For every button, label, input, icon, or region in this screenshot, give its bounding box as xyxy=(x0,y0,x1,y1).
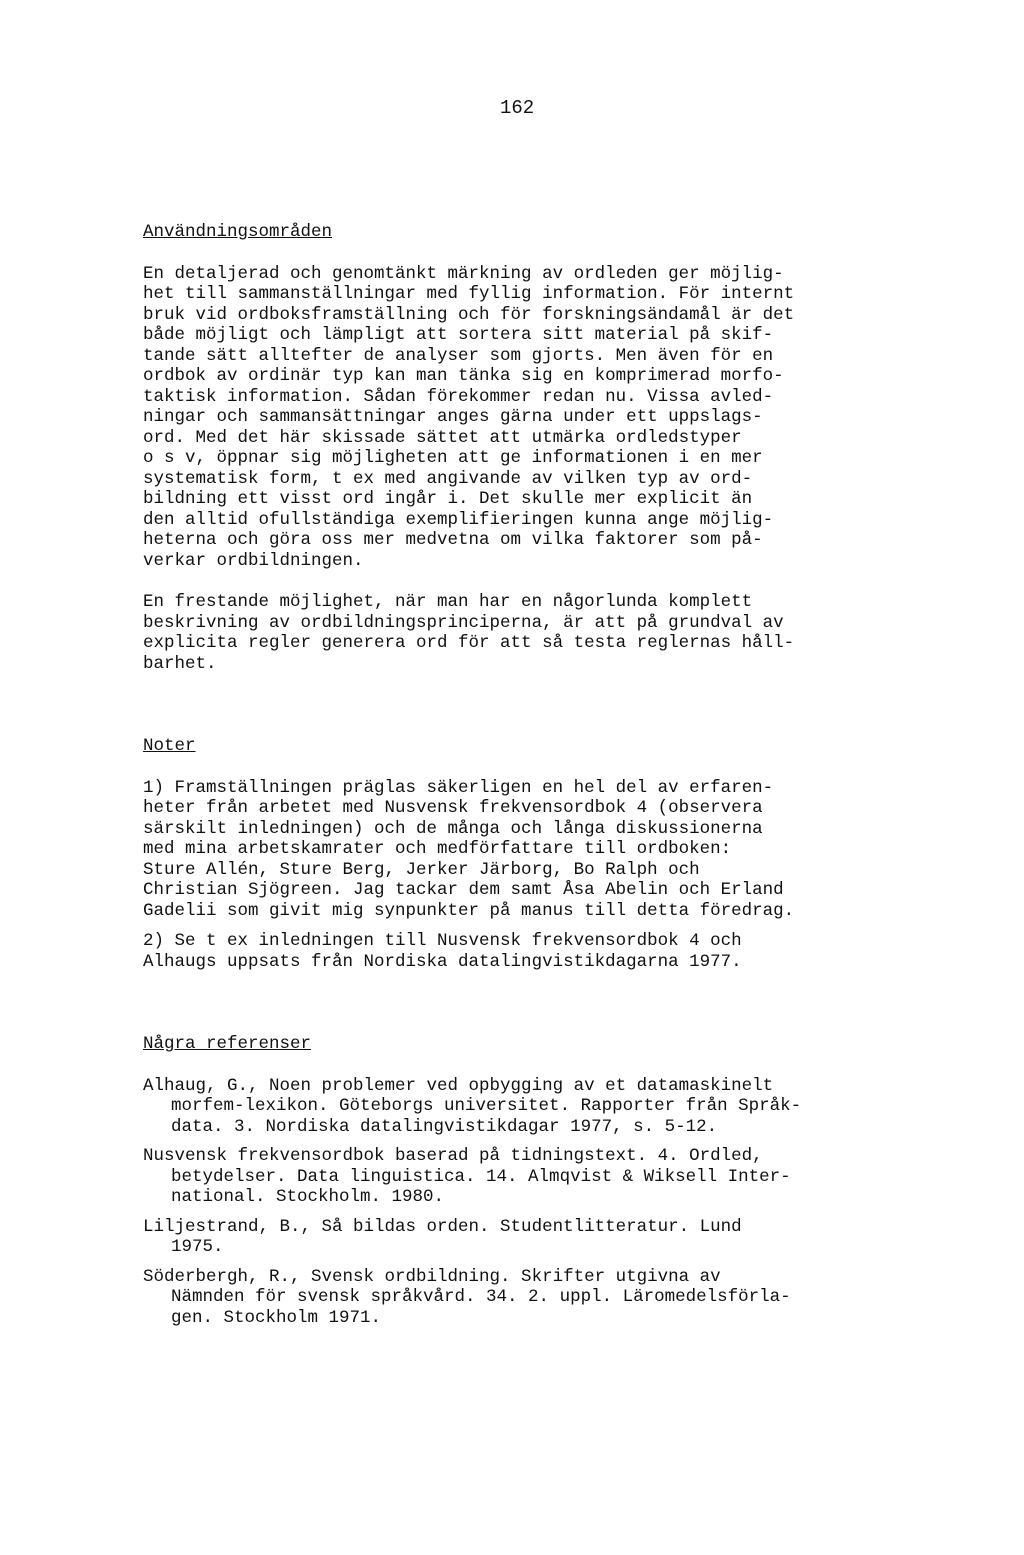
text-line: bruk vid ordboksframställning och för forskningsändamål är det xyxy=(143,304,795,325)
text-line: Söderbergh, R., Svensk ordbildning. Skrifter utgivna av xyxy=(143,1266,721,1287)
text-line: Gadelii som givit mig synpunkter på manus till detta föredrag. xyxy=(143,900,795,921)
text-line: data. 3. Nordiska datalingvistikdagar 1977, s. 5-12. xyxy=(171,1116,718,1137)
text-line: 1) Framställningen präglas säkerligen en hel del av erfaren- xyxy=(143,777,774,798)
text-line: Nämnden för svensk språkvård. 34. 2. uppl. Läromedelsförla- xyxy=(171,1287,791,1307)
page-number: 162 xyxy=(500,97,535,119)
text-line: både möjligt och lämpligt att sortera sitt material på skif- xyxy=(143,325,774,345)
text-line: morfem-lexikon. Göteborgs universitet. Rapporter från Språk- xyxy=(171,1096,802,1116)
reference-item xyxy=(143,1217,903,1258)
text-line: beskrivning av ordbildningsprinciperna, är att på grundval av xyxy=(143,612,784,633)
text-line: het till sammanställningar med fyllig information. För internt xyxy=(143,284,795,304)
body-paragraph-2 xyxy=(143,592,903,674)
text-line: särskilt inledningen) och de många och långa diskussionerna xyxy=(143,818,763,839)
body-paragraph-1 xyxy=(143,264,903,572)
text-line: ordbok av ordinär typ kan man tänka sig en komprimerad morfo- xyxy=(143,366,784,386)
text-line: tande sätt alltefter de analyser som gjorts. Men även för en xyxy=(143,345,774,366)
text-line: verkar ordbildningen. xyxy=(143,550,364,571)
note-1 xyxy=(143,778,903,922)
text-line: barhet. xyxy=(143,653,217,674)
reference-item xyxy=(143,1146,903,1208)
text-line: gen. Stockholm 1971. xyxy=(171,1307,382,1328)
text-line: ningar och sammansättningar anges gärna under ett uppslags- xyxy=(143,407,763,427)
text-line: explicita regler generera ord för att så testa reglernas håll- xyxy=(143,633,795,653)
text-line: med mina arbetskamrater och medförfattare till ordboken: xyxy=(143,839,732,859)
note-2 xyxy=(143,931,903,972)
text-line: 2) Se t ex inledningen till Nusvensk frekvensordbok 4 och xyxy=(143,931,742,951)
text-line: o s v, öppnar sig möjligheten att ge informationen i en mer xyxy=(143,448,763,468)
text-line: heter från arbetet med Nusvensk frekvensordbok 4 (observera xyxy=(143,798,763,818)
text-line: heterna och göra oss mer medvetna om vilka faktorer som på- xyxy=(143,530,763,550)
text-line: Liljestrand, B., Så bildas orden. Studentlitteratur. Lund xyxy=(143,1216,742,1237)
page-content xyxy=(143,222,903,1328)
text-line: Alhaug, G., Noen problemer ved opbygging av et datamaskinelt xyxy=(143,1075,774,1096)
text-line: betydelser. Data linguistica. 14. Almqvist & Wiksell Inter- xyxy=(171,1166,791,1187)
section-heading-noter: Noter xyxy=(143,736,196,756)
text-line: ord. Med det här skissade sättet att utmärka ordledstyper xyxy=(143,427,742,448)
text-line: En frestande möjlighet, när man har en någorlunda komplett xyxy=(143,592,753,612)
text-line: systematisk form, t ex med angivande av vilken typ av ord- xyxy=(143,468,753,489)
text-line: 1975. xyxy=(171,1237,224,1257)
reference-item xyxy=(143,1267,903,1329)
text-line: national. Stockholm. 1980. xyxy=(171,1187,445,1207)
reference-item xyxy=(143,1076,903,1138)
section-heading-referenser: Några referenser xyxy=(143,1034,312,1054)
text-line: En detaljerad och genomtänkt märkning av ordleden ger möjlig- xyxy=(143,263,784,284)
text-line: den alltid ofullständiga exemplifieringen kunna ange möjlig- xyxy=(143,509,774,530)
text-line: taktisk information. Sådan förekommer redan nu. Vissa avled- xyxy=(143,386,774,407)
text-line: Nusvensk frekvensordbok baserad på tidningstext. 4. Ordled, xyxy=(143,1146,763,1166)
text-line: bildning ett visst ord ingår i. Det skulle mer explicit än xyxy=(143,489,753,509)
text-line: Christian Sjögreen. Jag tackar dem samt Åsa Abelin och Erland xyxy=(143,880,784,900)
text-line: Sture Allén, Sture Berg, Jerker Järborg, Bo Ralph och xyxy=(143,859,700,880)
text-line: Alhaugs uppsats från Nordiska datalingvistikdagarna 1977. xyxy=(143,951,742,972)
section-heading-anvandningsomraden: Användningsområden xyxy=(143,222,333,242)
